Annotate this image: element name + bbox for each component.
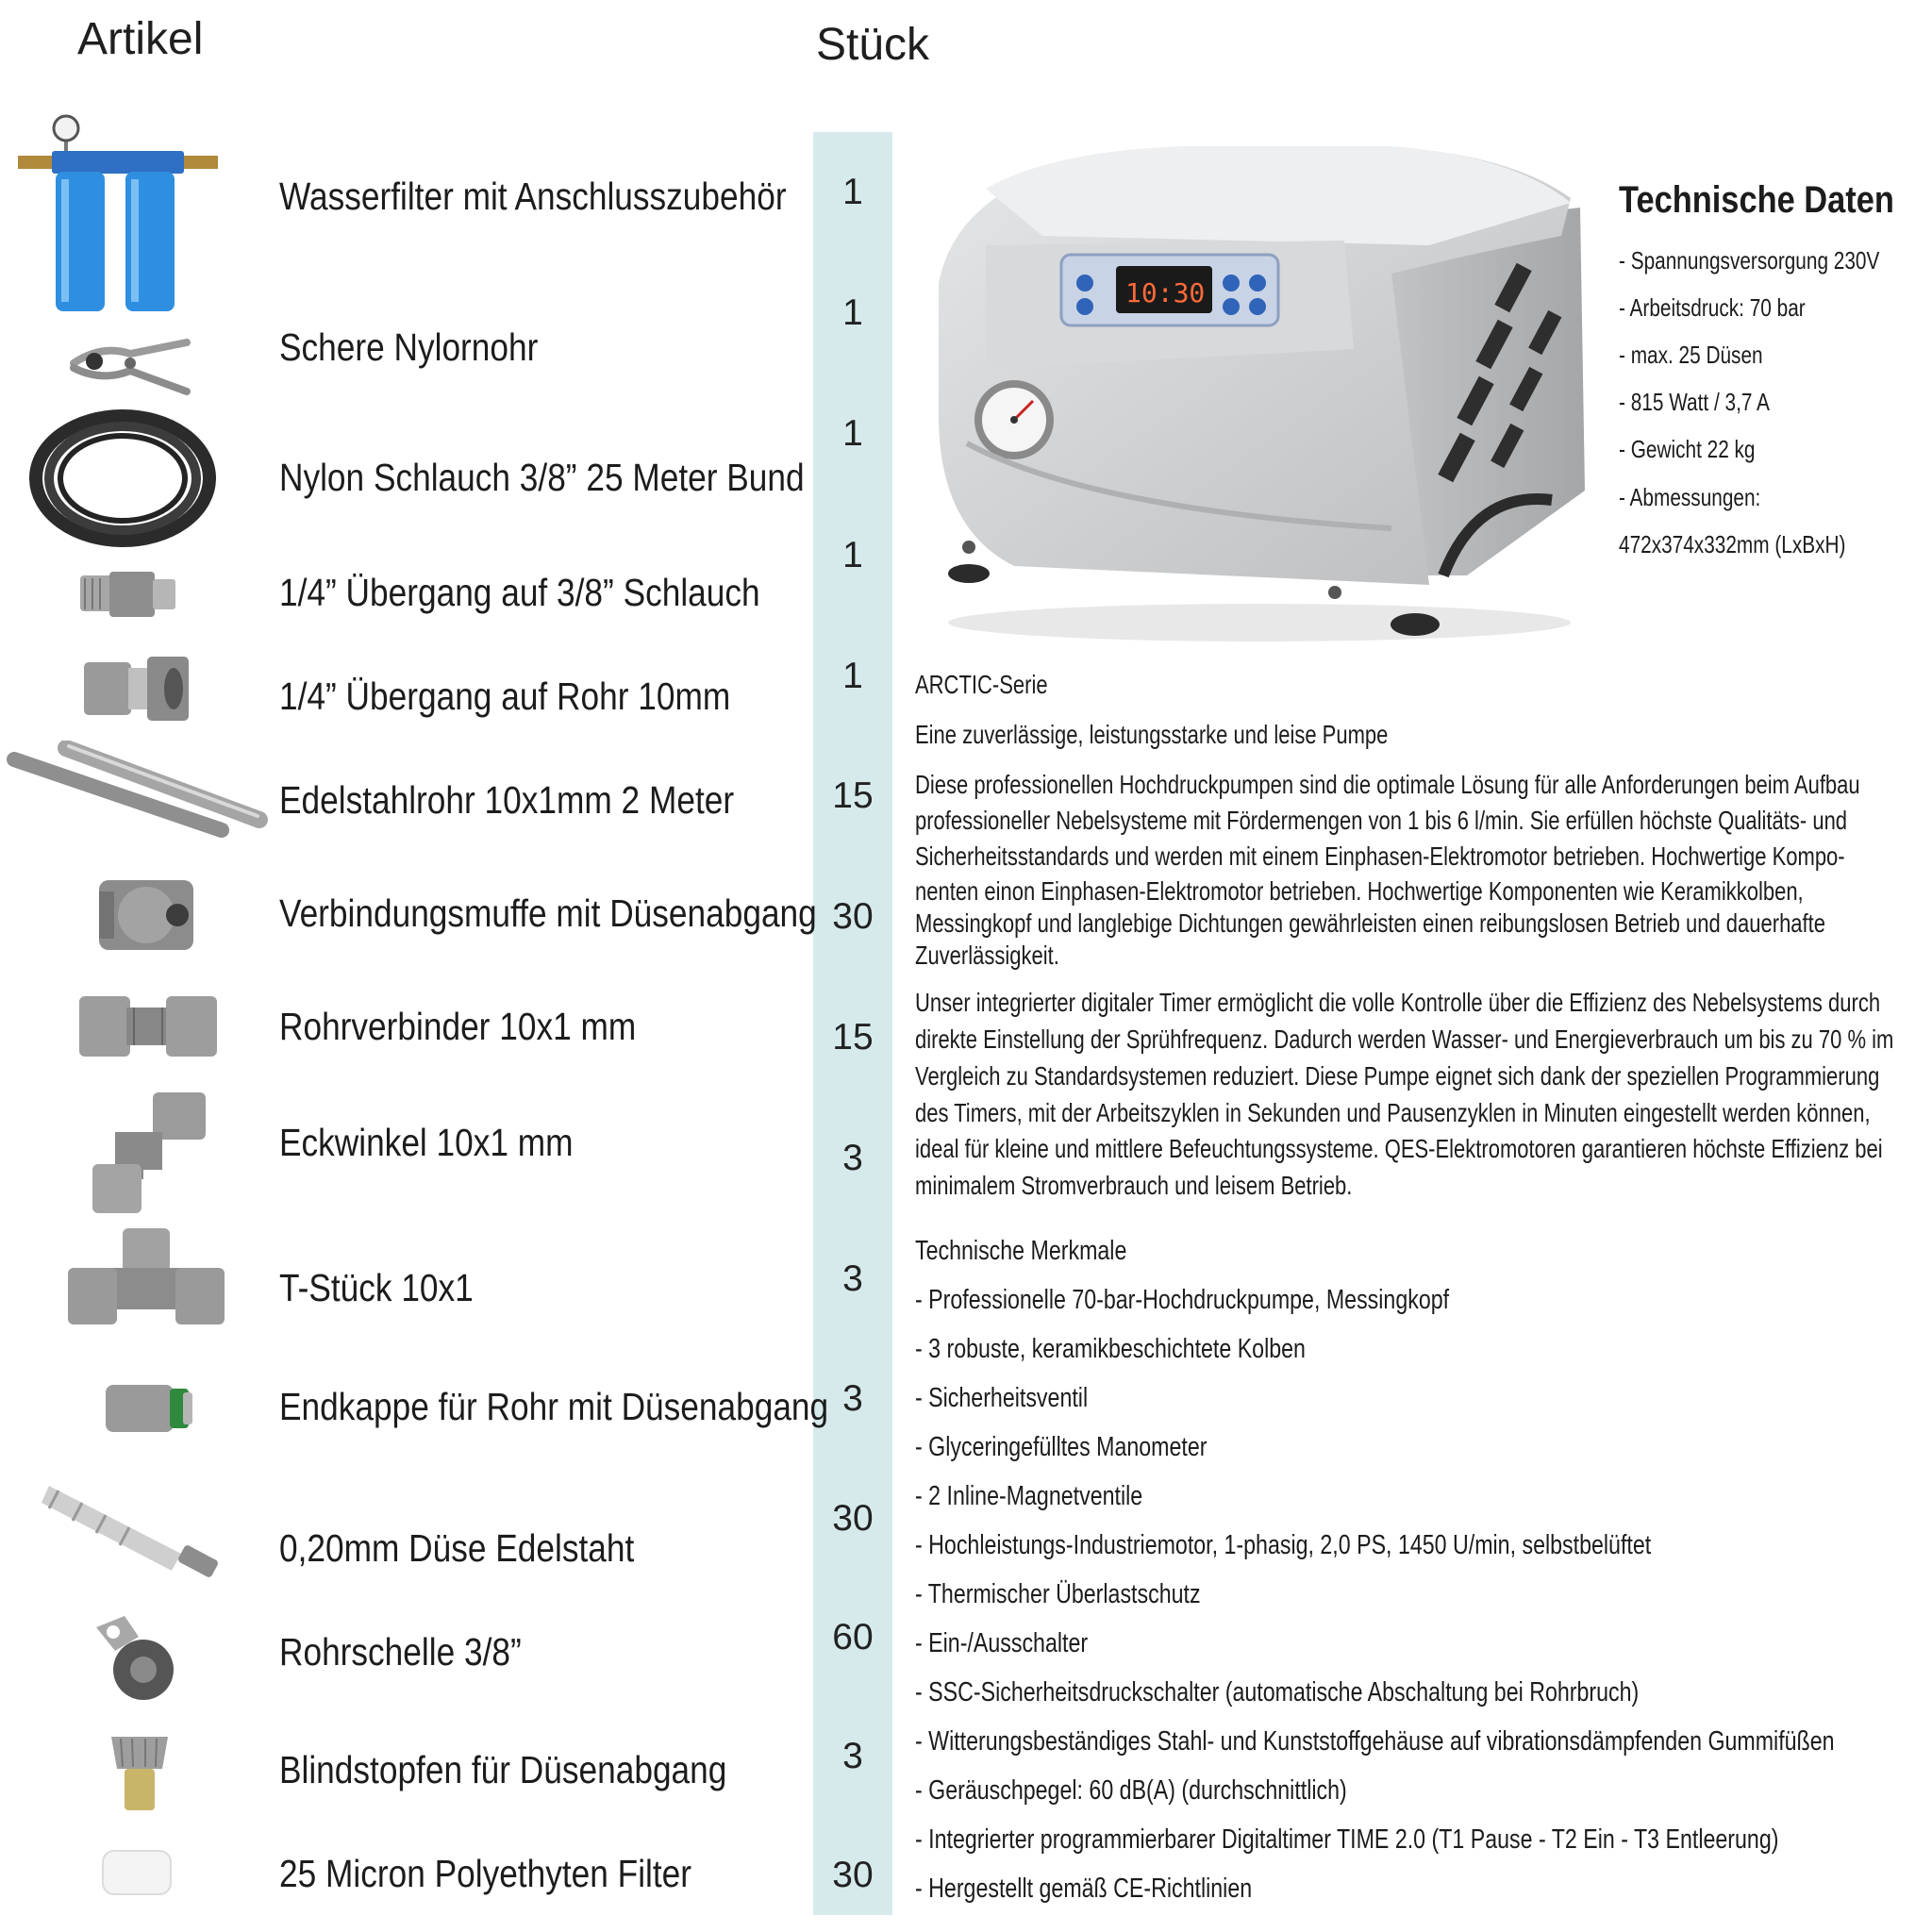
item-quantity: 15 — [832, 1017, 874, 1058]
description-line: des Timers, mit der Arbeitszyklen in Sekunden und Pausenzyklen in Minuten eingestellt werden können, — [915, 1098, 1871, 1127]
item-quantity: 3 — [842, 1138, 863, 1178]
feature-line: - Sicherheitsventil — [915, 1383, 1089, 1413]
item-quantity: 1 — [842, 172, 863, 212]
features-title: Technische Merkmale — [915, 1236, 1127, 1266]
item-name: 25 Micron Polyethyten Filter — [279, 1852, 692, 1895]
scissors-icon — [64, 325, 196, 401]
item-name: Eckwinkel 10x1 mm — [279, 1121, 574, 1164]
description-line: nenten einon Einphasen-Elektromotor betrieben. Hochwertige Komponenten wie Keramikkolben, — [915, 876, 1804, 906]
pump-display-time: 10:30 — [1125, 277, 1206, 308]
description-line: ideal für kleine und mittlere Befeuchtungssysteme. QES-Elektromotoren garantieren höchste Effizienz bei — [915, 1134, 1883, 1163]
description-line: direkte Einstellung der Sprühfrequenz. Dadurch werden Wasser- und Energieverbrauch um bis zu 70 % im — [915, 1024, 1894, 1054]
tagline: Eine zuverlässige, leistungsstarke und leise Pumpe — [915, 720, 1389, 749]
end-cap-icon — [102, 1379, 196, 1438]
blind-plug-icon — [102, 1731, 177, 1816]
item-quantity: 30 — [832, 1498, 874, 1539]
elbow-fitting-icon — [87, 1085, 209, 1217]
feature-line: - Witterungsbeständiges Stahl- und Kunststoffgehäuse auf vibrationsdämpfenden Gummifüßen — [915, 1726, 1835, 1757]
feature-line: - Hochleistungs-Industriemotor, 1-phasig, 2,0 PS, 1450 U/min, selbstbelüftet — [915, 1530, 1652, 1560]
item-quantity: 1 — [842, 535, 863, 575]
item-name: Blindstopfen für Düsenabgang — [279, 1748, 727, 1791]
item-quantity: 1 — [842, 292, 863, 333]
item-name: Rohrverbinder 10x1 mm — [279, 1005, 637, 1048]
steel-pipes-icon — [5, 741, 269, 844]
hose-coil-icon — [28, 408, 217, 549]
spec-line: - Gewicht 22 kg — [1619, 435, 1756, 463]
item-quantity: 1 — [842, 413, 863, 454]
description-line: professioneller Nebelsysteme mit Fördermengen von 1 bis 6 l/min. Sie erfüllen höchste Qualitäts- und — [915, 806, 1848, 835]
item-name: 1/4” Übergang auf Rohr 10mm — [279, 675, 731, 718]
feature-line: - Thermischer Überlastschutz — [915, 1579, 1201, 1609]
item-quantity: 3 — [842, 1378, 863, 1419]
pipe-connector-icon — [77, 989, 219, 1064]
pipe-clamp-icon — [87, 1608, 181, 1703]
high-pressure-pump-image — [901, 132, 1604, 656]
column-header-stueck: Stück — [816, 20, 930, 70]
feature-line: - Geräuschpegel: 60 dB(A) (durchschnittlich) — [915, 1775, 1347, 1806]
item-name: T-Stück 10x1 — [279, 1266, 474, 1309]
description-line: minimalem Stromverbrauch und leisem Betrieb. — [915, 1171, 1353, 1200]
feature-line: - Ein-/Ausschalter — [915, 1628, 1089, 1658]
item-quantity: 60 — [832, 1617, 874, 1657]
pipe-adapter-icon — [79, 649, 192, 730]
description-line: Vergleich zu Standardsystemen reduziert. Diese Pumpe eignet sich dank der speziellen Programmierung — [915, 1061, 1880, 1091]
description-line: Diese professionellen Hochdruckpumpen sind die optimale Lösung für alle Anforderungen beim Aufbau — [915, 770, 1860, 799]
item-quantity: 15 — [832, 775, 874, 816]
nozzle-coupling-icon — [94, 863, 198, 967]
spec-line: 472x374x332mm (LxBxH) — [1619, 530, 1846, 558]
column-header-artikel: Artikel — [77, 14, 204, 64]
description-line: Sicherheitsstandards und werden mit einem Einphasen-Elektromotor betrieben. Hochwertige Kompo- — [915, 841, 1845, 871]
feature-line: - 3 robuste, keramikbeschichtete Kolben — [915, 1334, 1306, 1364]
item-quantity: 3 — [842, 1736, 863, 1776]
foam-filter-icon — [99, 1847, 175, 1899]
feature-line: - Hergestellt gemäß CE-Richtlinien — [915, 1874, 1253, 1904]
feature-line: - Professionelle 70-bar-Hochdruckpumpe, Messingkopf — [915, 1285, 1450, 1315]
spec-line: - Abmessungen: — [1619, 483, 1761, 511]
item-quantity: 30 — [832, 896, 874, 937]
item-name: Rohrschelle 3/8” — [279, 1630, 522, 1674]
nozzle-icon — [40, 1467, 228, 1580]
item-name: 0,20mm Düse Edelstaht — [279, 1526, 635, 1570]
spec-line: - Arbeitsdruck: 70 bar — [1619, 293, 1806, 322]
item-name: Endkappe für Rohr mit Düsenabgang — [279, 1385, 829, 1428]
item-quantity: 1 — [842, 656, 863, 696]
description-line: Messingkopf und langlebige Dichtungen gewährleisten einen reibungslosen Betrieb und dauerhafte — [915, 908, 1826, 938]
feature-line: - Integrierter programmierbarer Digitaltimer TIME 2.0 (T1 Pause - T2 Ein - T3 Entleerung) — [915, 1824, 1779, 1855]
series-name: ARCTIC-Serie — [915, 670, 1048, 699]
feature-line: - Glyceringefülltes Manometer — [915, 1432, 1208, 1462]
spec-line: - 815 Watt / 3,7 A — [1619, 388, 1770, 416]
description-line: Unser integrierter digitaler Timer ermöglicht die volle Kontrolle über die Effizienz des Nebelsystems durch — [915, 988, 1881, 1017]
water-filter-icon — [14, 113, 222, 316]
item-name: Wasserfilter mit Anschlusszubehör — [279, 175, 787, 218]
t-piece-icon — [66, 1226, 226, 1340]
adapter-fitting-icon — [75, 564, 179, 630]
item-name: Verbindungsmuffe mit Düsenabgang — [279, 891, 817, 935]
item-name: Schere Nylornohr — [279, 325, 539, 369]
specs-title: Technische Daten — [1619, 179, 1894, 221]
item-name: 1/4” Übergang auf 3/8” Schlauch — [279, 571, 760, 614]
description-line: Zuverlässigkeit. — [915, 941, 1059, 970]
item-quantity: 3 — [842, 1258, 863, 1299]
item-name: Nylon Schlauch 3/8” 25 Meter Bund — [279, 456, 805, 499]
spec-line: - Spannungsversorgung 230V — [1619, 246, 1880, 275]
item-quantity: 30 — [832, 1855, 874, 1895]
feature-line: - SSC-Sicherheitsdruckschalter (automatische Abschaltung bei Rohrbruch) — [915, 1677, 1640, 1707]
feature-line: - 2 Inline-Magnetventile — [915, 1481, 1143, 1511]
spec-line: - max. 25 Düsen — [1619, 341, 1763, 369]
item-name: Edelstahlrohr 10x1mm 2 Meter — [279, 778, 735, 822]
